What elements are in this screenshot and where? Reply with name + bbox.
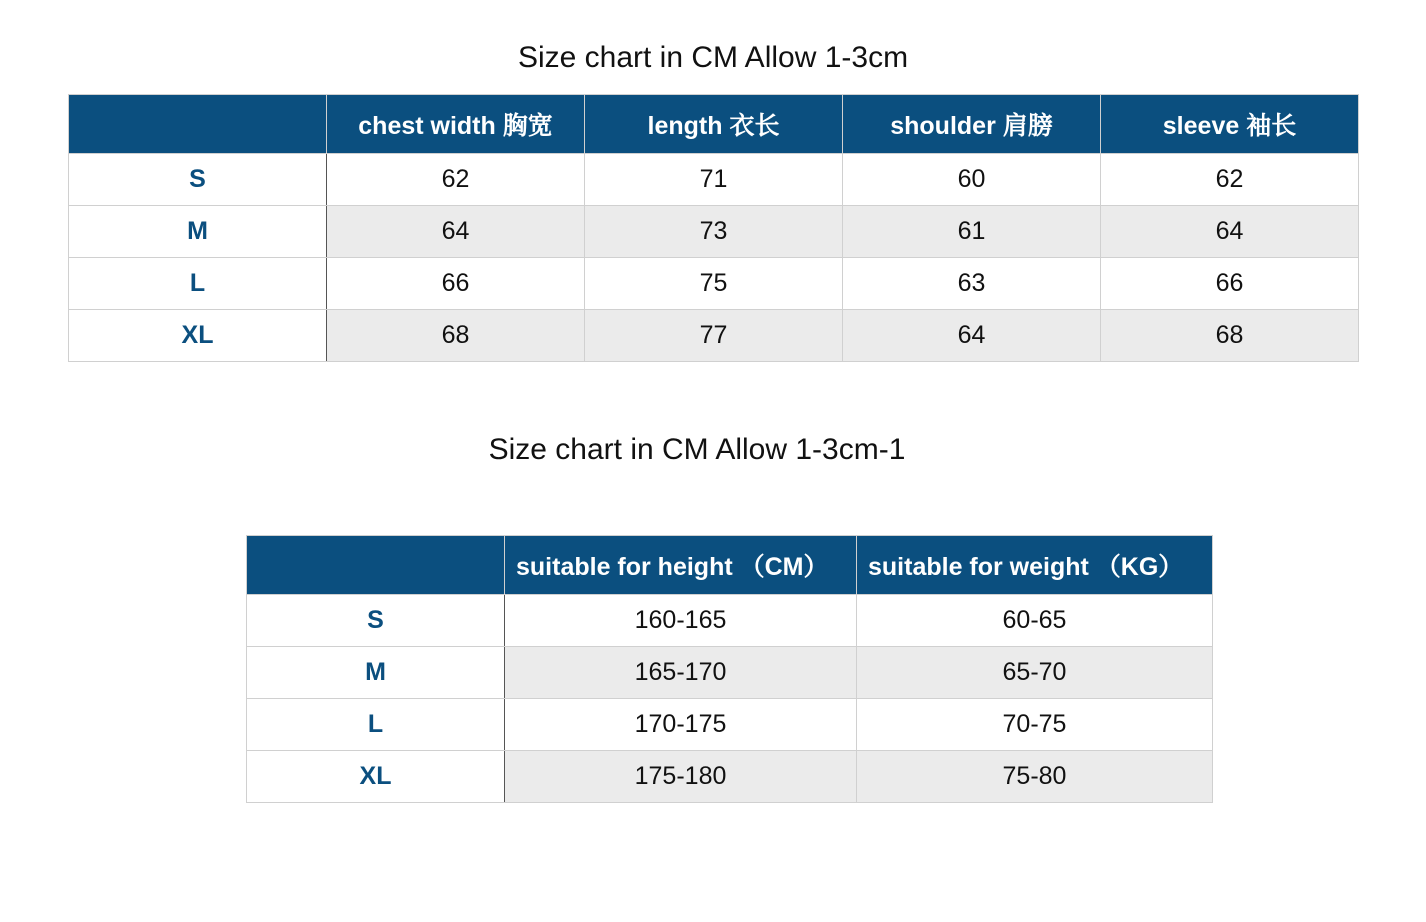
header-suitable-height: suitable for height （CM）	[505, 536, 857, 595]
weight-range-value: 60-65	[857, 595, 1213, 647]
size-label: L	[69, 258, 327, 310]
table-row	[69, 258, 1359, 310]
table-row	[69, 310, 1359, 362]
height-range-value: 165-170	[505, 647, 857, 699]
length-value: 71	[585, 154, 843, 206]
header-shoulder: shoulder 肩膀	[843, 95, 1101, 154]
size-label: M	[69, 206, 327, 258]
size-label: XL	[247, 751, 505, 803]
header-sleeve: sleeve 袖长	[1101, 95, 1359, 154]
sleeve-value: 68	[1101, 310, 1359, 362]
weight-range-value: 75-80	[857, 751, 1213, 803]
fit-chart-title: Size chart in CM Allow 1-3cm-1	[488, 433, 906, 466]
table-row	[247, 751, 1213, 803]
sleeve-value: 66	[1101, 258, 1359, 310]
size-label: L	[247, 699, 505, 751]
size-label: S	[69, 154, 327, 206]
shoulder-value: 60	[843, 154, 1101, 206]
shoulder-value: 61	[843, 206, 1101, 258]
weight-range-value: 70-75	[857, 699, 1213, 751]
size-chart-title: Size chart in CM Allow 1-3cm	[517, 41, 909, 74]
chest-width-value: 68	[327, 310, 585, 362]
length-value: 73	[585, 206, 843, 258]
length-value: 77	[585, 310, 843, 362]
size-label: XL	[69, 310, 327, 362]
sleeve-value: 62	[1101, 154, 1359, 206]
header-chest-width: chest width 胸宽	[327, 95, 585, 154]
table-header-row	[247, 536, 1213, 595]
length-value: 75	[585, 258, 843, 310]
sleeve-value: 64	[1101, 206, 1359, 258]
height-range-value: 175-180	[505, 751, 857, 803]
weight-range-value: 65-70	[857, 647, 1213, 699]
size-label: M	[247, 647, 505, 699]
header-suitable-weight: suitable for weight （KG）	[857, 536, 1213, 595]
table-row	[69, 206, 1359, 258]
table-row	[247, 699, 1213, 751]
chest-width-value: 64	[327, 206, 585, 258]
table-row	[247, 595, 1213, 647]
measurements-table	[68, 94, 1359, 362]
shoulder-value: 63	[843, 258, 1101, 310]
table-header-row	[69, 95, 1359, 154]
chest-width-value: 62	[327, 154, 585, 206]
table-row	[69, 154, 1359, 206]
header-length: length 衣长	[585, 95, 843, 154]
shoulder-value: 64	[843, 310, 1101, 362]
fit-table	[246, 535, 1213, 803]
size-label: S	[247, 595, 505, 647]
chest-width-value: 66	[327, 258, 585, 310]
table-row	[247, 647, 1213, 699]
corner-header-cell	[69, 95, 327, 154]
height-range-value: 170-175	[505, 699, 857, 751]
height-range-value: 160-165	[505, 595, 857, 647]
corner-header-cell	[247, 536, 505, 595]
